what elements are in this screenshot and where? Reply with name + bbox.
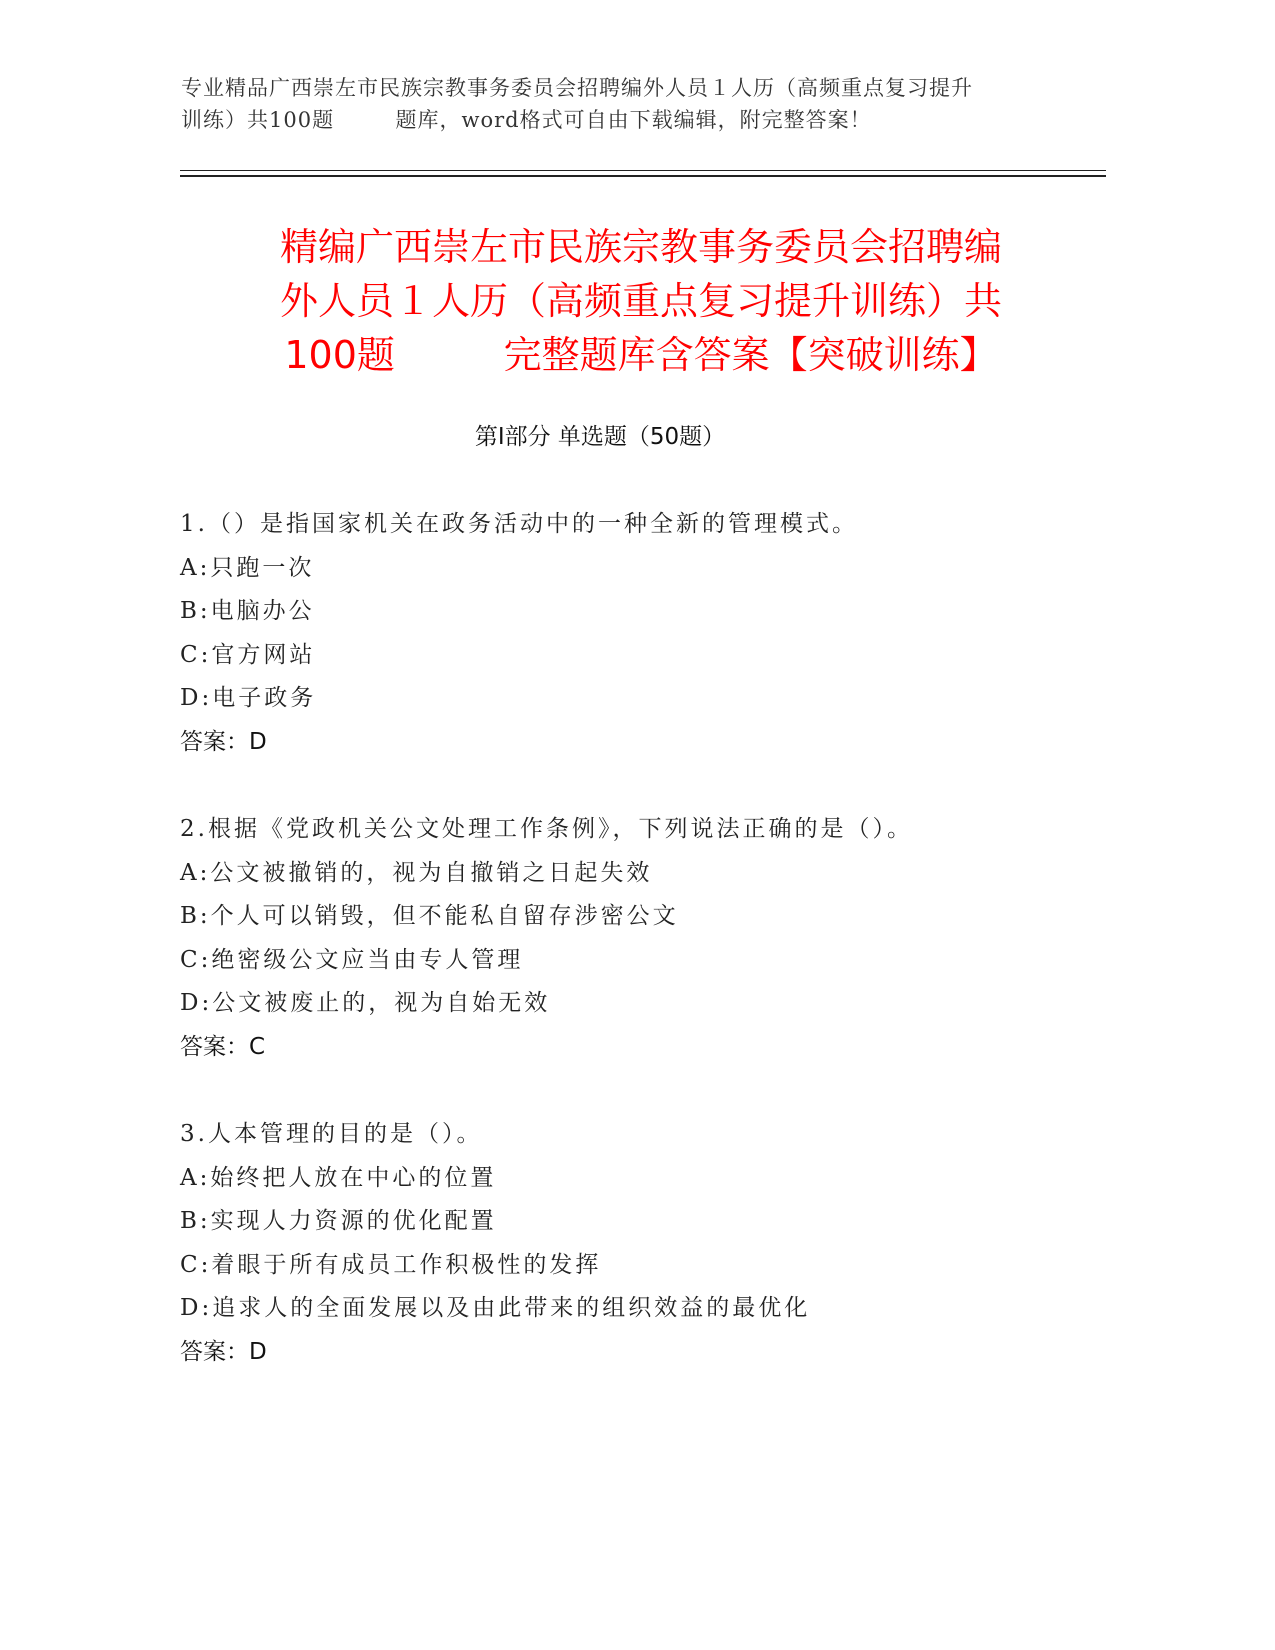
header-divider-thick [180, 175, 1106, 177]
document-title-line-1: 精编广西崇左市民族宗教事务委员会招聘编 [279, 225, 1002, 269]
option-d: D:追求人的全面发展以及由此带来的组织效益的最优化 [180, 1295, 811, 1321]
question-3 [180, 1113, 1100, 1374]
option-b: B:个人可以销毁，但不能私自留存涉密公文 [180, 903, 679, 929]
answer-label: 答案：D [180, 728, 267, 755]
header-note [181, 72, 1101, 136]
option-d: D:电子政务 [180, 685, 317, 711]
document-title [181, 220, 1101, 382]
option-c: C:着眼于所有成员工作积极性的发挥 [180, 1251, 602, 1278]
question-stem: 3.人本管理的目的是（）。 [180, 1121, 483, 1147]
answer-label: 答案：C [180, 1033, 266, 1060]
option-c: C:绝密级公文应当由专人管理 [180, 946, 524, 973]
option-d: D:公文被废止的，视为自始无效 [180, 990, 551, 1016]
header-note-line-2: 训练）共100题 题库，word格式可自由下载编辑，附完整答案！ [181, 108, 872, 132]
section-heading: 第Ⅰ部分 单选题（50题） [474, 424, 726, 450]
header-divider-thin [180, 170, 1106, 171]
option-a: A:公文被撤销的，视为自撤销之日起失效 [180, 859, 653, 886]
question-stem: 1.（）是指国家机关在政务活动中的一种全新的管理模式。 [180, 511, 858, 537]
option-a: A:始终把人放在中心的位置 [180, 1164, 497, 1191]
option-b: B:电脑办公 [180, 598, 315, 624]
document-title-line-3: 100题 完整题库含答案【突破训练】 [284, 333, 998, 377]
option-a: A:只跑一次 [180, 554, 315, 581]
question-1 [180, 503, 1100, 764]
option-c: C:官方网站 [180, 641, 316, 668]
question-2 [180, 808, 1100, 1069]
header-note-line-1: 专业精品广西崇左市民族宗教事务委员会招聘编外人员１人历（高频重点复习提升 [181, 76, 973, 100]
option-b: B:实现人力资源的优化配置 [180, 1208, 497, 1234]
document-title-line-2: 外人员１人历（高频重点复习提升训练）共 [279, 279, 1002, 323]
question-stem: 2.根据《党政机关公文处理工作条例》，下列说法正确的是（）。 [180, 816, 913, 842]
answer-label: 答案：D [180, 1338, 267, 1365]
